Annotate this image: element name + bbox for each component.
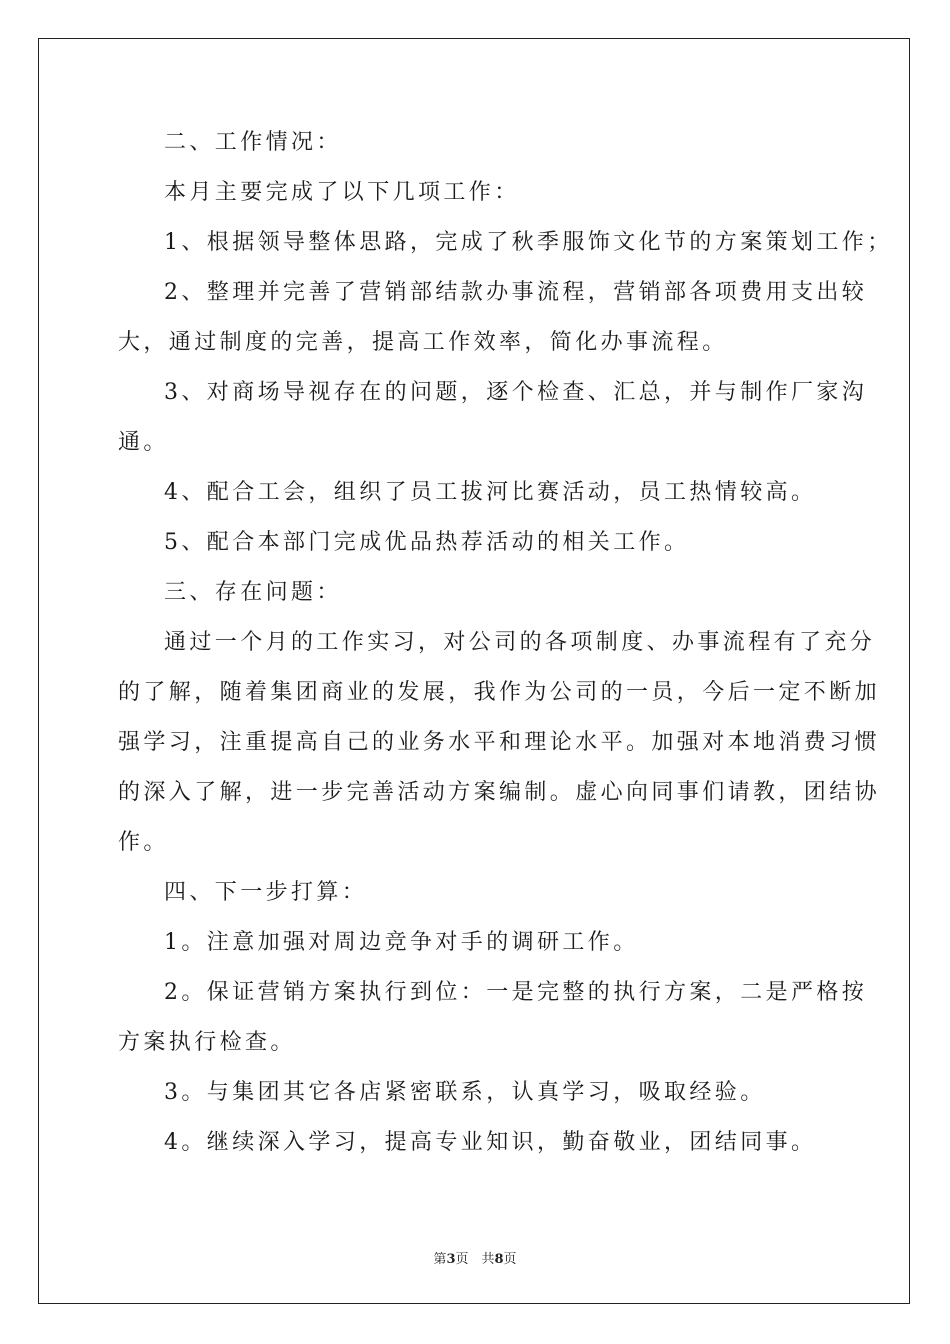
paragraph-item-4: 4、配合工会，组织了员工拔河比赛活动，员工热情较高。 (164, 480, 817, 505)
footer-current-page: 3 (446, 1252, 456, 1267)
paragraph-intro: 本月主要完成了以下几项工作： (164, 180, 520, 205)
paragraph-item-3-line-1: 3、对商场导视存在的问题，逐个检查、汇总，并与制作厂家沟 (164, 380, 868, 405)
paragraph-item-1: 1、根据领导整体思路，完成了秋季服饰文化节的方案策划工作； (164, 230, 893, 255)
paragraph-problems-line-2: 的了解，随着集团商业的发展，我作为公司的一员，今后一定不断加 (118, 680, 881, 705)
paragraph-next-2-line-2: 方案执行检查。 (118, 1030, 296, 1055)
paragraph-next-2-line-1: 2。保证营销方案执行到位：一是完整的执行方案，二是严格按 (164, 980, 868, 1005)
footer-total-pages: 8 (494, 1252, 504, 1267)
paragraph-next-1: 1。注意加强对周边竞争对手的调研工作。 (164, 930, 639, 955)
paragraph-item-5: 5、配合本部门完成优品热荐活动的相关工作。 (164, 530, 690, 555)
footer-mid: 页 共 (455, 1252, 495, 1267)
paragraph-item-2-line-1: 2、整理并完善了营销部结款办事流程，营销部各项费用支出较 (164, 280, 868, 305)
paragraph-problems-line-4: 的深入了解，进一步完善活动方案编制。虚心向同事们请教，团结协 (118, 780, 881, 805)
section-heading-next-steps: 四、下一步打算： (164, 880, 368, 905)
paragraph-problems-line-1: 通过一个月的工作实习，对公司的各项制度、办事流程有了充分 (164, 630, 876, 655)
page-number-footer (0, 1248, 950, 1267)
paragraph-problems-line-3: 强学习，注重提高自己的业务水平和理论水平。加强对本地消费习惯 (118, 730, 881, 755)
paragraph-item-2-line-2: 大，通过制度的完善，提高工作效率，简化办事流程。 (118, 330, 728, 355)
paragraph-problems-line-5: 作。 (118, 830, 169, 855)
section-heading-problems: 三、存在问题： (164, 580, 342, 605)
document-body (118, 128, 893, 1158)
paragraph-item-3-line-2: 通。 (118, 430, 169, 455)
footer-suffix: 页 (503, 1252, 517, 1267)
paragraph-next-3: 3。与集团其它各店紧密联系，认真学习，吸取经验。 (164, 1080, 766, 1105)
footer-prefix: 第 (433, 1252, 447, 1267)
paragraph-next-4: 4。继续深入学习，提高专业知识，勤奋敬业，团结同事。 (164, 1130, 817, 1155)
section-heading-work-status: 二、工作情况： (164, 130, 342, 155)
